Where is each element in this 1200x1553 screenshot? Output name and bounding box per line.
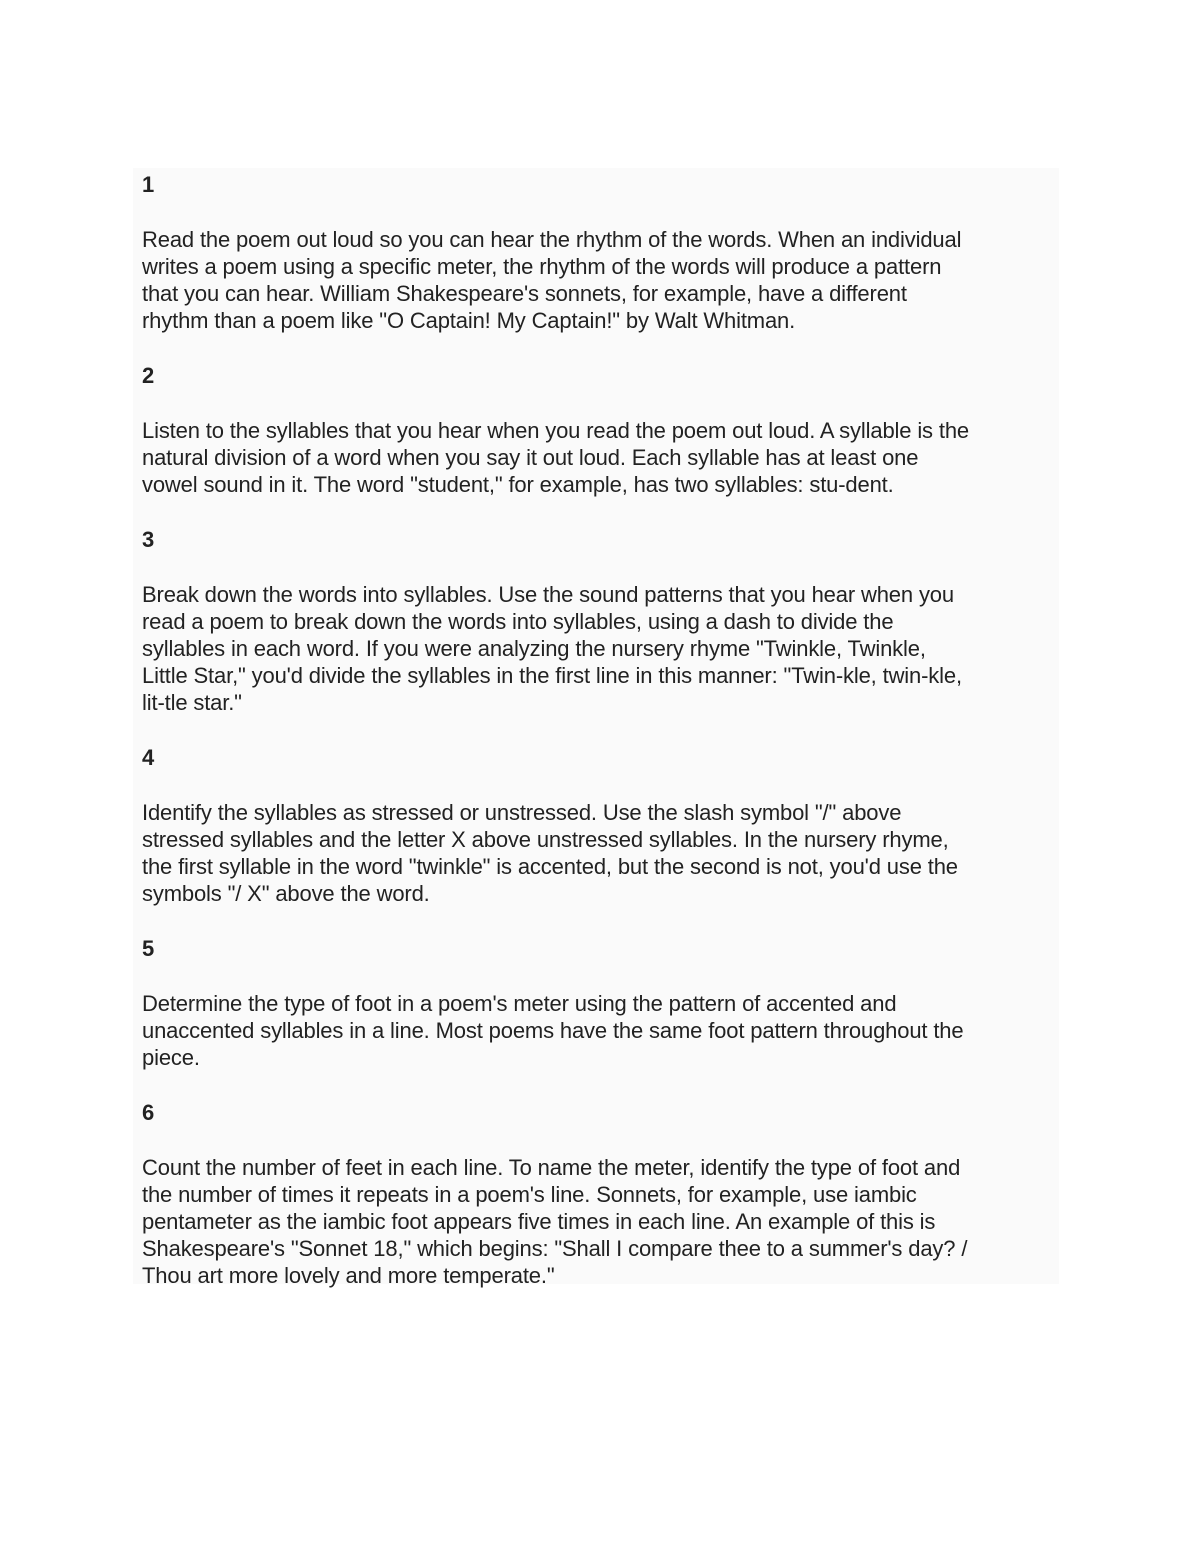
step-number: 4 [142,745,155,770]
step-item [142,362,1059,498]
step-text: Break down the words into syllables. Use the sound patterns that you hear when you read a poem to break down the words into syllables, using a dash to divide the syllables in each word. If you were analyzing the nursery rhyme "Twinkle, Twinkle, Little Star," you'd divide the syllables in the first line in this manner: "Twin-kle, twin-kle, lit-tle star." [142,582,962,715]
step-text: Count the number of feet in each line. To name the meter, identify the type of foot and the number of times it repeats in a poem's line. Sonnets, for example, use iambic pentameter as the iambic foot appears five times in each line. An example of this is Shakespeare's "Sonnet 18," which begins: "Shall I compare thee to a summer's day? / Thou art more lovely and more temperate." [142,1155,968,1288]
step-text: Listen to the syllables that you hear when you read the poem out loud. A syllable is the natural division of a word when you say it out loud. Each syllable has at least one vowel sound in it. The word "student," for example, has two syllables: stu-dent. [142,418,970,497]
step-item [142,1099,1059,1289]
step-number: 1 [142,172,155,197]
step-list [142,168,1059,1289]
step-number: 2 [142,363,155,388]
step-text: Read the poem out loud so you can hear the rhythm of the words. When an individual writes a poem using a specific meter, the rhythm of the words will produce a pattern that you can hear. William Shakespeare's sonnets, for example, have a different rhythm than a poem like "O Captain! My Captain!" by Walt Whitman. [142,227,962,333]
instructions-panel [133,168,1059,1288]
step-number: 5 [142,936,155,961]
step-number: 3 [142,527,155,552]
step-item [142,744,1059,907]
step-text: Identify the syllables as stressed or unstressed. Use the slash symbol "/" above stressed syllables and the letter X above unstressed syllables. In the nursery rhyme, the first syllable in the word "twinkle" is accented, but the second is not, you'd use the symbols "/ X" above the word. [142,800,958,906]
step-item [142,935,1059,1071]
step-text: Determine the type of foot in a poem's meter using the pattern of accented and unaccented syllables in a line. Most poems have the same foot pattern throughout the piece. [142,991,964,1070]
step-number: 6 [142,1100,155,1125]
step-item [142,526,1059,716]
step-item [142,168,1059,334]
